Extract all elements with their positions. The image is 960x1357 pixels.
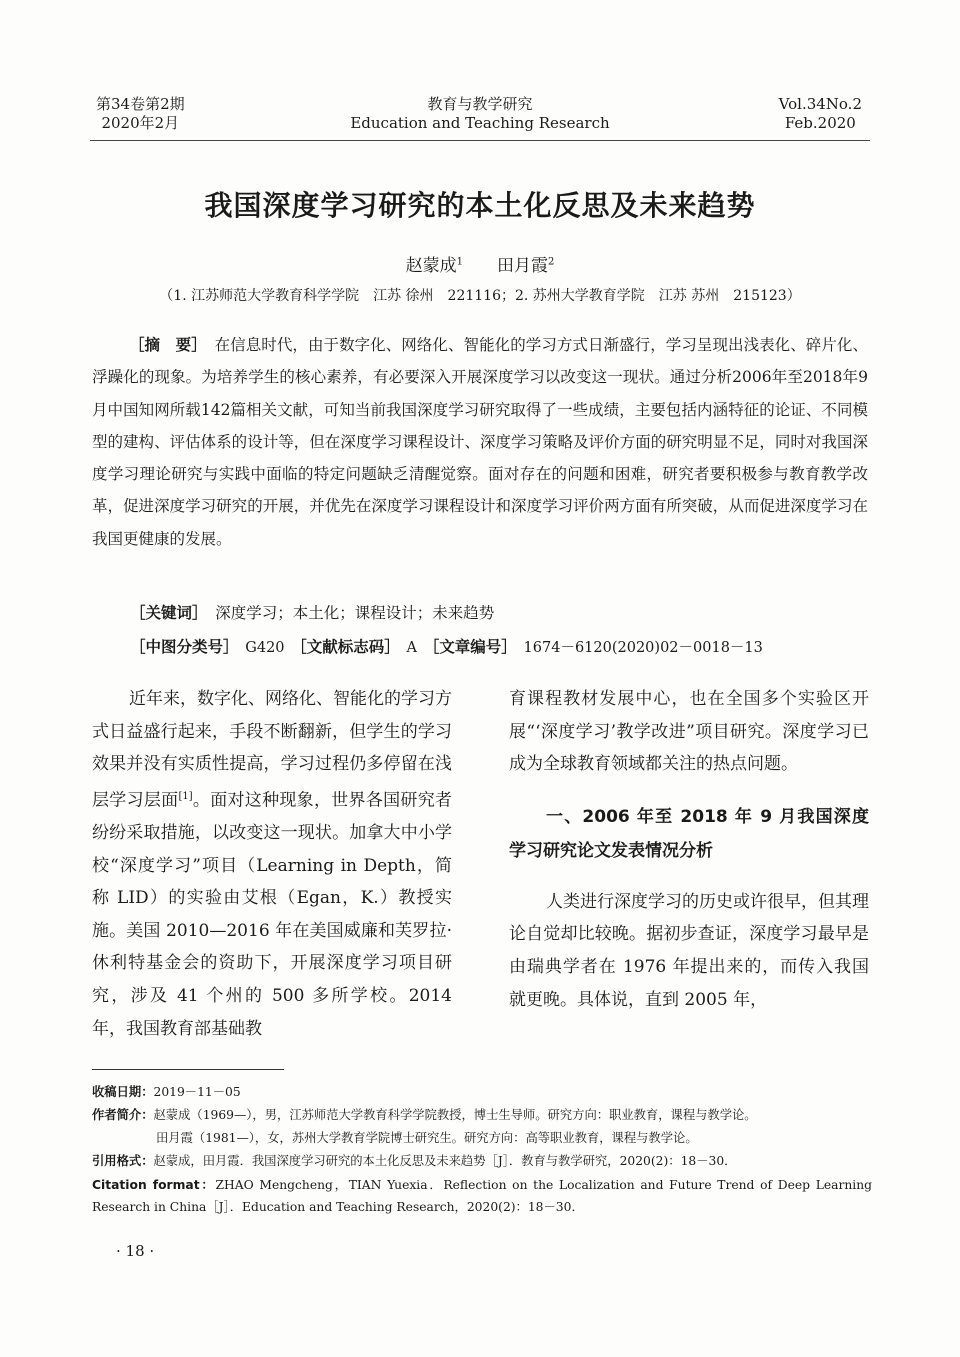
abstract-label: ［摘 要］ — [129, 336, 200, 354]
keywords — [130, 600, 494, 626]
paragraph: 人类进行深度学习的历史或许很早，但其理论自觉却比较晚。据初步查证，深度学习最早是由瑞典学者在 1976 年提出来的，而传入我国就更晚。具体说，直到 2005 年， — [509, 891, 869, 1010]
article-no-label: ［文章编号］ — [431, 638, 510, 656]
footnote-author-1: 作者简介：赵蒙成（1969—），男，江苏师范大学教育科学学院教授，博士生导师。研究方向：职业教育，课程与教学论。 — [92, 1108, 757, 1122]
footnote-divider — [92, 1069, 284, 1070]
footnote-citation-cn: 引用格式：赵蒙成，田月霞．我国深度学习研究的本土化反思及未来趋势［J］．教育与教学研究，2020(2)：18－30． — [92, 1154, 737, 1168]
classification-line — [130, 634, 763, 661]
article-no-value: 1674－6120(2020)02－0018－13 — [523, 640, 763, 656]
journal-name: 教育与教学研究 Education and Teaching Research — [350, 95, 610, 132]
affiliation: （1. 江苏师范大学教育科学学院 江苏 徐州 221116；2. 苏州大学教育学院 江苏 苏州 215123） — [159, 288, 801, 304]
clc-value: G420 — [245, 640, 285, 656]
authors: 赵蒙成$^1$ 田月霞$^2$ — [405, 256, 555, 276]
body-column-left — [92, 683, 452, 1045]
keywords-text: 深度学习；本土化；课程设计；未来趋势 — [215, 604, 495, 622]
paragraph: 育课程教材发展中心，也在全国多个实验区开展“‘深度学习’教学改进”项目研究。深度学习已成为全球教育领域都关注的热点问题。 — [509, 689, 869, 775]
doc-code-value: A — [406, 640, 418, 656]
footnote-received: 收稿日期：2019－11－05 — [92, 1085, 241, 1099]
keywords-label: ［关键词］ — [130, 604, 200, 622]
section-heading: 一、2006 年至 2018 年 9 月我国深度学习研究论文发表情况分析 — [509, 806, 869, 861]
footnote-citation-en: Citation format：ZHAO Mengcheng，TIAN Yuexia．Reflection on the Localization and Future Trend of Deep Learning Research in China［J］．Education and Teaching Research，2020(2)：18－30． — [92, 1178, 872, 1214]
paragraph: 近年来，数字化、网络化、智能化的学习方式日益盛行起来，手段不断翻新，但学生的学习效果并没有实质性提高，学习过程仍多停留在浅层学习层面[1]。面对这种现象，世界各国研究者纷纷采取措施，以改变这一现状。加拿大中小学校“深度学习”项目（Learning in Depth，简称 LID）的实验由艾根（Egan，K.）教授实施。美国 2010—2016 年在美国威廉和芙罗拉·休利特基金会的资助下，开展深度学习项目研究，涉及 41 个州的 500 多所学校。2014 年，我国教育部基础教 — [92, 689, 453, 1039]
reference-marker: [1] — [178, 790, 193, 802]
journal-volume-issue-en: Vol.34No.2 Feb.2020 — [778, 95, 862, 132]
body-column-right — [509, 683, 869, 1016]
abstract-text: 在信息时代，由于数字化、网络化、智能化的学习方式日渐盛行，学习呈现出浅表化、碎片化、浮躁化的现象。为培养学生的核心素养，有必要深入开展深度学习以改变这一现状。通过分析2006年至2018年9月中国知网所载142篇相关文献，可知当前我国深度学习研究取得了一些成绩，主要包括内涵特征的论证、不同模型的建构、评估体系的设计等，但在深度学习课程设计、深度学习策略及评价方面的研究明显不足，同时对我国深度学习理论研究与实践中面临的特定问题缺乏清醒觉察。面对存在的问题和困难，研究者要积极参与教育教学改革，促进深度学习研究的开展，并优先在深度学习课程设计和深度学习评价两方面有所突破，从而促进深度学习在我国更健康的发展。 — [92, 336, 868, 548]
footnote-author-2: 田月霞（1981—），女，苏州大学教育学院博士研究生。研究方向：高等职业教育，课程与教学论。 — [156, 1131, 698, 1145]
header-divider — [90, 140, 870, 141]
author-name: 田月霞 — [497, 256, 548, 276]
article-title: 我国深度学习研究的本土化反思及未来趋势 — [204, 189, 756, 222]
clc-label: ［中图分类号］ — [130, 638, 231, 656]
abstract — [92, 329, 868, 555]
page-number: · 18 · — [116, 1242, 155, 1260]
doc-code-label: ［文献标志码］ — [299, 638, 393, 656]
journal-volume-issue: 第34卷第2期 2020年2月 — [96, 95, 185, 132]
author-name: 赵蒙成 — [405, 256, 457, 276]
